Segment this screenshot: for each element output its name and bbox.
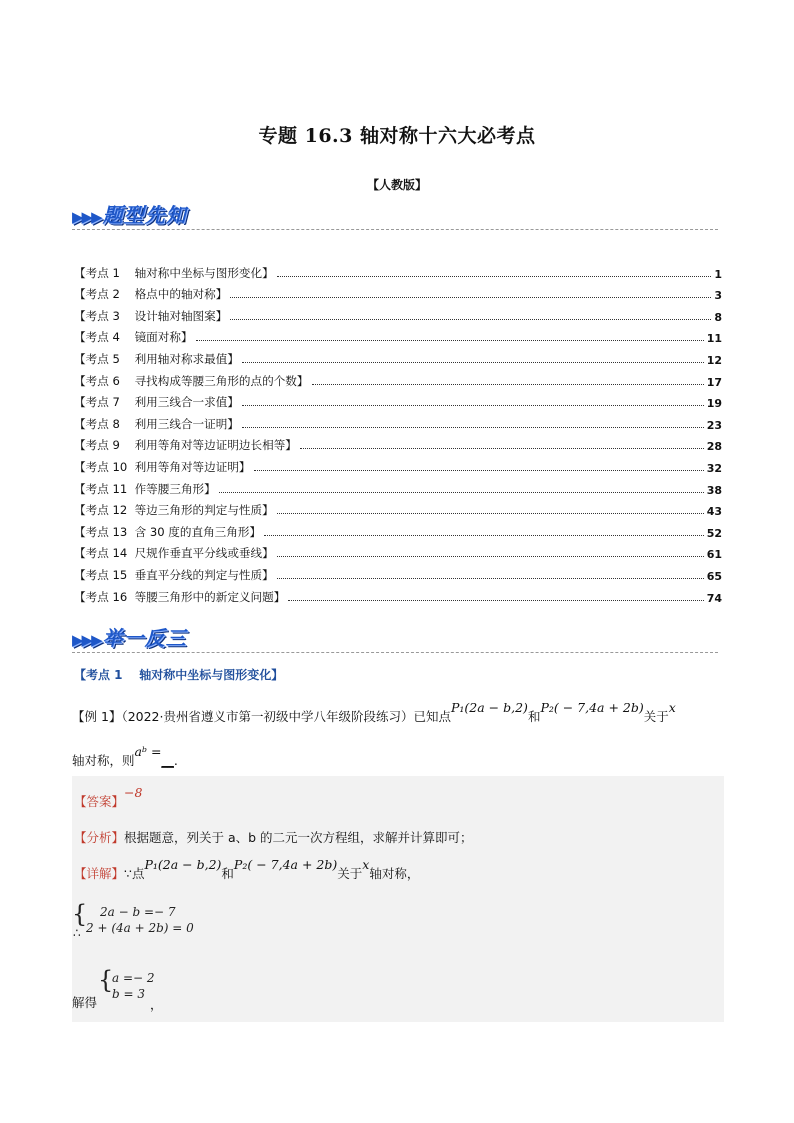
toc-entry[interactable] <box>74 367 722 389</box>
toc-entry-page: 23 <box>706 418 722 432</box>
solution-a: a =− 2 <box>112 971 155 985</box>
question-text: 已知点 <box>413 709 451 724</box>
toc-entry-label: 【考点 9 利用等角对等边证明边长相等】 <box>74 438 297 453</box>
point-p2: P₂( − 7,4a + 2b) <box>233 857 338 872</box>
toc-entry-page: 74 <box>706 591 722 605</box>
detail-row <box>74 857 420 882</box>
therefore-symbol: ∴ <box>73 926 81 940</box>
point-p2: P₂( − 7,4a + 2b) <box>540 700 644 715</box>
arrows-icon: ▶▶▶ <box>72 631 101 649</box>
toc-leader-dots <box>219 492 704 493</box>
toc-entry[interactable] <box>74 281 722 303</box>
toc-entry-page: 28 <box>706 440 722 454</box>
toc-entry-page: 32 <box>706 461 722 475</box>
toc-entry-page: 38 <box>706 483 722 497</box>
banner-preview <box>72 199 187 228</box>
toc-leader-dots <box>242 405 704 406</box>
toc-entry-page: 61 <box>706 548 722 562</box>
toc-entry-label: 【考点 6 寻找构成等腰三角形的点的个数】 <box>74 373 309 388</box>
section-heading: 【考点 1 轴对称中坐标与图形变化】 <box>74 668 284 682</box>
analysis-row <box>74 828 473 846</box>
toc-leader-dots <box>277 556 704 557</box>
toc-entry[interactable] <box>74 324 722 346</box>
point-p1: P₁(2a − b,2) <box>451 700 528 715</box>
equation-1: 2a − b =− 7 <box>100 905 176 919</box>
answer-label: 【答案】 <box>74 794 125 809</box>
toc-leader-dots <box>277 513 704 514</box>
page-title: 专题 16.3 轴对称十六大必考点 <box>258 125 536 147</box>
power-expression: aᵇ = <box>134 744 162 759</box>
toc-entry-label: 【考点 13 含 30 度的直角三角形】 <box>74 524 262 539</box>
solution-box <box>72 776 724 1022</box>
question-text: 和 <box>527 709 541 724</box>
toc-entry[interactable] <box>74 389 722 411</box>
toc-entry[interactable] <box>74 453 722 475</box>
comma: ， <box>150 997 163 1012</box>
toc-entry[interactable] <box>74 518 722 540</box>
x-axis-symbol: x <box>362 857 370 872</box>
toc-entry-label: 【考点 14 尺规作垂直平分线或垂线】 <box>74 546 274 561</box>
toc-entry[interactable] <box>74 432 722 454</box>
toc-entry[interactable] <box>74 561 722 583</box>
toc-entry-label: 【考点 3 设计轴对轴图案】 <box>74 308 228 323</box>
toc-entry-page: 1 <box>714 267 722 281</box>
banner-preview-text: 题型先知 <box>102 203 187 227</box>
toc-entry-page: 19 <box>706 397 722 411</box>
toc-leader-dots <box>288 600 703 601</box>
banner-examples <box>72 622 187 651</box>
toc-leader-dots <box>254 470 704 471</box>
toc-leader-dots <box>312 384 704 385</box>
toc-entry-label: 【考点 16 等腰三角形中的新定义问题】 <box>74 589 286 604</box>
equation-system <box>86 904 194 936</box>
question-text: 轴对称，则 <box>72 753 135 768</box>
toc-leader-dots <box>277 578 704 579</box>
detail-text: 关于 <box>337 866 363 881</box>
toc-leader-dots <box>230 319 711 320</box>
toc-entry-label: 【考点 5 利用轴对称求最值】 <box>74 351 239 366</box>
brace-icon: { <box>72 900 88 928</box>
toc-entry[interactable] <box>74 497 722 519</box>
answer-row <box>74 785 143 810</box>
analysis-label: 【分析】 <box>74 830 125 845</box>
example-tag: 【例 1】 <box>72 709 122 724</box>
edition-subtitle: 【人教版】 <box>366 178 427 192</box>
answer-blank: __ <box>161 753 174 768</box>
toc-leader-dots <box>196 340 704 341</box>
answer-value: −8 <box>124 785 143 800</box>
toc-entry-page: 12 <box>706 353 722 367</box>
toc-entry[interactable] <box>74 302 722 324</box>
toc-entry-label: 【考点 4 镜面对称】 <box>74 330 193 345</box>
detail-label: 【详解】 <box>74 866 125 881</box>
toc-entry-label: 【考点 2 格点中的轴对称】 <box>74 287 228 302</box>
x-axis-symbol: x <box>668 700 676 715</box>
toc-entry-page: 17 <box>706 375 722 389</box>
detail-text: 轴对称， <box>369 866 420 881</box>
toc-entry[interactable] <box>74 345 722 367</box>
analysis-text: 根据题意，列关于 a、b 的二元一次方程组，求解并计算即可； <box>124 830 473 845</box>
toc-leader-dots <box>264 535 704 536</box>
toc-entry-page: 8 <box>714 310 722 324</box>
brace-icon: { <box>98 966 114 994</box>
toc-leader-dots <box>230 297 711 298</box>
solution-system <box>112 970 155 1002</box>
detail-text: ∵点 <box>124 866 145 881</box>
toc-leader-dots <box>300 448 704 449</box>
toc-entry-label: 【考点 7 利用三线合一求值】 <box>74 395 239 410</box>
toc-entry-label: 【考点 10 利用等角对等边证明】 <box>74 459 251 474</box>
toc-entry-page: 65 <box>706 569 722 583</box>
toc-entry-label: 【考点 11 作等腰三角形】 <box>74 481 216 496</box>
solve-label: 解得 <box>72 995 98 1010</box>
toc-entry-page: 43 <box>706 505 722 519</box>
toc-entry[interactable] <box>74 259 722 281</box>
toc-leader-dots <box>242 427 704 428</box>
toc-entry-page: 3 <box>714 289 722 303</box>
detail-text: 和 <box>221 866 234 881</box>
divider <box>72 229 718 230</box>
arrows-icon: ▶▶▶ <box>72 208 101 226</box>
toc-entry-label: 【考点 8 利用三线合一证明】 <box>74 416 239 431</box>
example-source: （2022·贵州省遵义市第一初级中学八年级阶段练习） <box>121 709 414 724</box>
question-text: 关于 <box>643 709 669 724</box>
toc-entry[interactable] <box>74 475 722 497</box>
toc-entry-label: 【考点 1 轴对称中坐标与图形变化】 <box>74 265 274 280</box>
question-text: . <box>173 753 178 768</box>
toc-entry-label: 【考点 12 等边三角形的判定与性质】 <box>74 503 274 518</box>
toc-leader-dots <box>242 362 704 363</box>
toc-entry[interactable] <box>74 410 722 432</box>
toc-leader-dots <box>277 276 712 277</box>
toc-entry[interactable] <box>74 540 722 562</box>
table-of-contents <box>74 259 722 605</box>
toc-entry-page: 52 <box>706 526 722 540</box>
equation-2: 2 + (4a + 2b) = 0 <box>86 921 194 935</box>
point-p1: P₁(2a − b,2) <box>144 857 222 872</box>
toc-entry-label: 【考点 15 垂直平分线的判定与性质】 <box>74 567 274 582</box>
solution-b: b = 3 <box>112 987 145 1001</box>
banner-examples-text: 举一反三 <box>102 626 187 650</box>
divider <box>72 652 718 653</box>
toc-entry-page: 11 <box>706 332 722 346</box>
toc-entry[interactable] <box>74 583 722 605</box>
